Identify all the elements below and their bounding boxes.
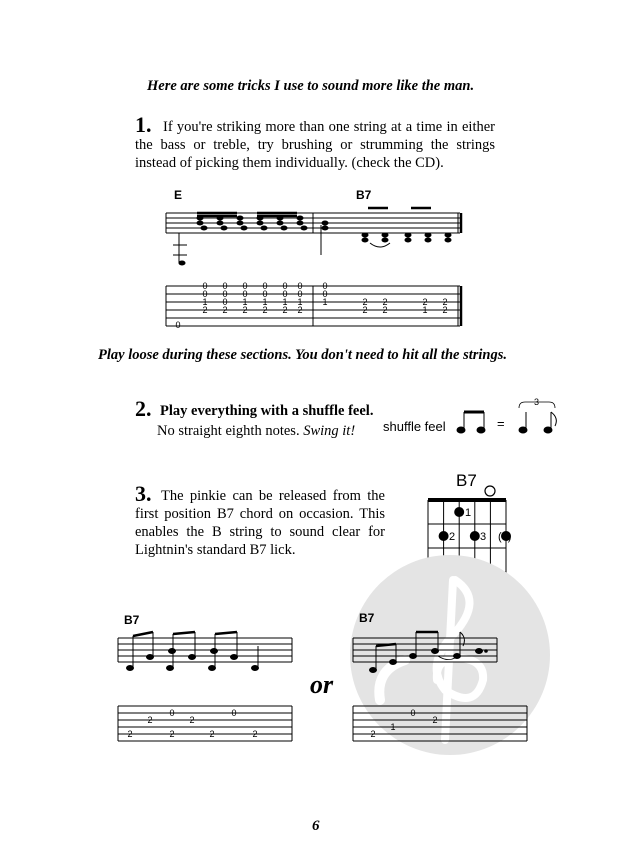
svg-text:2: 2: [252, 729, 258, 739]
svg-text:2: 2: [242, 305, 248, 315]
svg-text:1: 1: [297, 297, 303, 307]
svg-text:2: 2: [382, 305, 388, 315]
svg-text:0: 0: [282, 281, 288, 291]
e-tab-column: [262, 281, 267, 315]
svg-text:2: 2: [282, 305, 288, 315]
svg-text:0: 0: [169, 708, 175, 718]
svg-text:2: 2: [222, 305, 228, 315]
b7-tab-pair: [362, 297, 367, 315]
chord-e-label: E: [174, 188, 183, 202]
svg-text:2: 2: [382, 297, 388, 307]
e-tab-column: [222, 281, 227, 315]
b7-tab-pair: [382, 297, 387, 315]
svg-text:2: 2: [169, 729, 175, 739]
or-separator: or: [310, 670, 334, 699]
svg-text:2: 2: [422, 297, 428, 307]
svg-text:1: 1: [422, 305, 428, 315]
svg-text:0: 0: [202, 289, 208, 299]
tip-2-subtext: No straight eighth notes. Swing it!: [157, 423, 356, 439]
svg-text:2: 2: [202, 305, 208, 315]
svg-text:0: 0: [262, 289, 268, 299]
lick-b-chord: B7: [359, 611, 375, 625]
e-tab-column: [297, 281, 302, 315]
svg-text:0: 0: [222, 297, 228, 307]
tip-2-number: 2.: [135, 396, 152, 421]
svg-text:0: 0: [410, 708, 416, 718]
b7-tab-column: [322, 281, 327, 307]
triplet-mark: 3: [534, 397, 540, 407]
loose-playing-note: Play loose during these sections. You don't need to hit all the strings.: [98, 347, 508, 363]
svg-text:2: 2: [442, 297, 448, 307]
svg-text:2: 2: [189, 715, 195, 725]
finger-label: (4): [498, 531, 512, 543]
svg-text:0: 0: [282, 289, 288, 299]
e-tab-column: [282, 281, 287, 315]
finger-label: 2: [449, 531, 456, 543]
e-chord-notes: [173, 213, 308, 266]
intro-heading: Here are some tricks I use to sound more like the man.: [147, 78, 475, 94]
lick-a-chord: B7: [124, 613, 140, 627]
svg-text:1: 1: [262, 297, 268, 307]
lick-a: [110, 610, 300, 755]
finger-dot: [454, 507, 464, 517]
equals-sign: =: [497, 416, 505, 431]
tip-3-text: The pinkie can be released from the first position B7 chord on occasion. This enables the B string to sound clear for Lightnin's standard B7 lick.: [135, 488, 385, 558]
svg-text:0: 0: [297, 289, 303, 299]
svg-text:0: 0: [242, 289, 248, 299]
svg-text:1: 1: [202, 297, 208, 307]
tab-open-e: 0: [175, 320, 181, 330]
e-tab-column: [202, 281, 207, 315]
svg-text:1: 1: [282, 297, 288, 307]
b7-chord-notes: [321, 208, 452, 255]
svg-text:0: 0: [242, 281, 248, 291]
shuffle-feel-label: shuffle feel: [383, 419, 446, 434]
finger-label: 3: [480, 531, 487, 543]
svg-text:2: 2: [127, 729, 133, 739]
svg-text:0: 0: [322, 289, 328, 299]
finger-label: 1: [465, 507, 472, 519]
svg-text:0: 0: [322, 281, 328, 291]
open-string-marker: [485, 486, 495, 496]
svg-text:0: 0: [297, 281, 303, 291]
page-number: 6: [312, 818, 320, 834]
svg-text:0: 0: [202, 281, 208, 291]
tip-1-tab: [160, 278, 475, 333]
svg-text:2: 2: [370, 729, 376, 739]
svg-text:2: 2: [209, 729, 215, 739]
svg-text:0: 0: [262, 281, 268, 291]
tip-2-title: Play everything with a shuffle feel.: [160, 403, 374, 419]
svg-text:0: 0: [222, 281, 228, 291]
e-tab-column: [242, 281, 247, 315]
tip-1-text: If you're striking more than one string at a time in either the bass or treble, try brushing or strumming the strings instead of picking them individually. (check the CD).: [135, 119, 495, 171]
svg-text:0: 0: [222, 289, 228, 299]
svg-text:2: 2: [147, 715, 153, 725]
svg-text:1: 1: [242, 297, 248, 307]
tip-1-notation: [160, 185, 475, 280]
svg-text:1: 1: [322, 297, 328, 307]
shuffle-rhythm-figure: [453, 396, 563, 438]
svg-text:2: 2: [297, 305, 303, 315]
svg-text:2: 2: [362, 297, 368, 307]
svg-text:2: 2: [442, 305, 448, 315]
svg-text:2: 2: [262, 305, 268, 315]
tip-3-number: 3.: [135, 481, 152, 506]
b7-tab-pair: [442, 297, 447, 315]
lick-b: [345, 610, 535, 755]
chord-diagram-title: B7: [456, 471, 477, 490]
b7-tab-pair: [422, 297, 427, 315]
svg-text:2: 2: [362, 305, 368, 315]
svg-text:1: 1: [390, 722, 396, 732]
chord-b7-label: B7: [356, 188, 372, 202]
tip-1-number: 1.: [135, 112, 152, 137]
svg-text:2: 2: [432, 715, 438, 725]
svg-text:0: 0: [231, 708, 237, 718]
